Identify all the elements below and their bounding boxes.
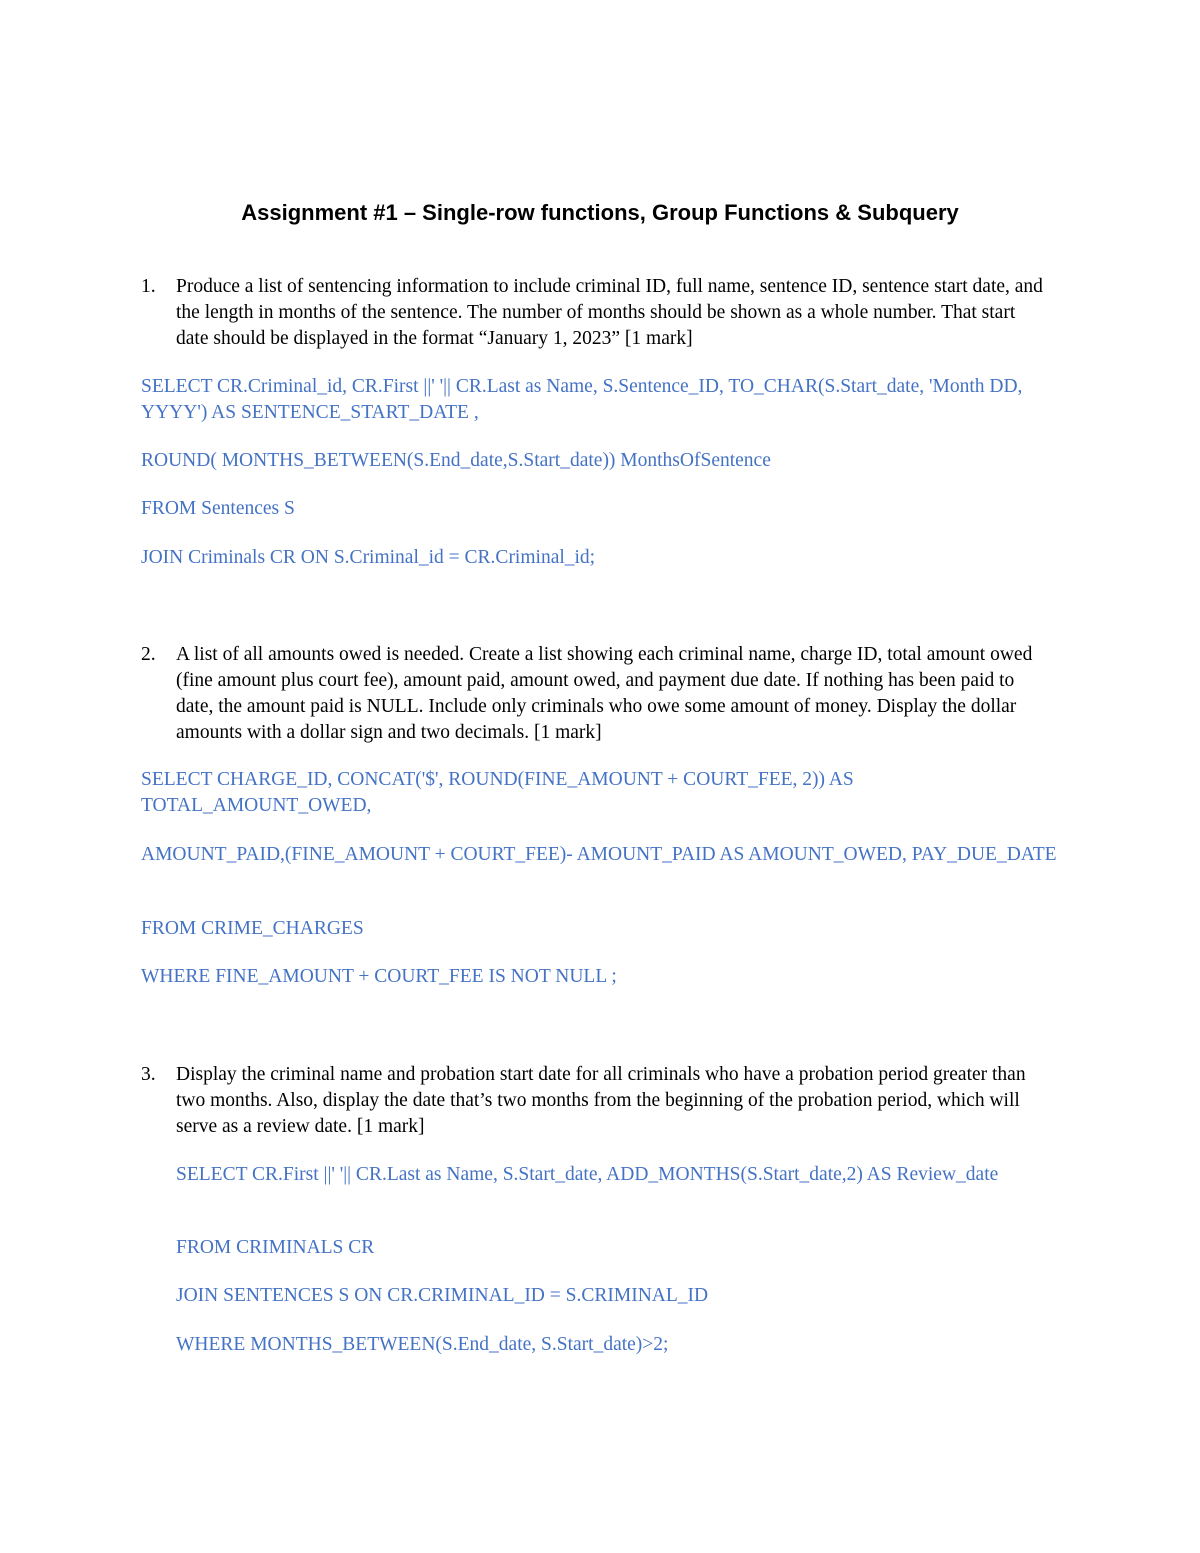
sql-line: SELECT CR.First ||' '|| CR.Last as Name, S.Start_date, ADD_MONTHS(S.Start_date,2) AS Review_date [176,1164,999,1185]
question-number: 2. [141,644,156,665]
question-text: A list of all amounts owed is needed. Create a list showing each criminal name, charge ID, total amount owed (fine amount plus court fee), amount paid, amount owed, and payment due date. If nothing has been paid to date, the amount paid is NULL. Include only criminals who owe some amount of money. Display the dollar amounts with a dollar sign and two decimals. [1 mark] [176,644,1033,743]
sql-line: SELECT CR.Criminal_id, CR.First ||' '|| CR.Last as Name, S.Sentence_ID, TO_CHAR(S.Start_date, 'Month DD, YYYY') AS SENTENCE_START_DATE , [141,376,1023,423]
sql-line: FROM CRIME_CHARGES [141,918,364,939]
question-3 [141,1062,1051,1140]
question-text: Display the criminal name and probation start date for all criminals who have a probation period greater than two months. Also, display the date that’s two months from the beginning of the probation period, which will serve as a review date. [1 mark] [176,1064,1026,1137]
question-2 [141,642,1051,746]
sql-line: JOIN SENTENCES S ON CR.CRIMINAL_ID = S.CRIMINAL_ID [176,1285,709,1306]
sql-line: ROUND( MONTHS_BETWEEN(S.End_date,S.Start_date)) MonthsOfSentence [141,450,771,471]
sql-line: JOIN Criminals CR ON S.Criminal_id = CR.Criminal_id; [141,547,596,568]
sql-line: FROM Sentences S [141,498,295,519]
sql-line: AMOUNT_PAID,(FINE_AMOUNT + COURT_FEE)- AMOUNT_PAID AS AMOUNT_OWED, PAY_DUE_DATE [141,844,1057,865]
question-1 [141,274,1051,352]
question-text: Produce a list of sentencing information to include criminal ID, full name, sentence ID, sentence start date, and the length in months of the sentence. The number of months should be shown as a whole number. That start date should be displayed in the format “January 1, 2023” [1 mark] [176,276,1043,349]
sql-line: WHERE FINE_AMOUNT + COURT_FEE IS NOT NULL ; [141,966,617,987]
sql-line: SELECT CHARGE_ID, CONCAT('$', ROUND(FINE_AMOUNT + COURT_FEE, 2)) AS TOTAL_AMOUNT_OWED, [141,769,854,816]
sql-line: FROM CRIMINALS CR [176,1237,375,1258]
page-title: Assignment #1 – Single-row functions, Group Functions & Subquery [241,200,959,225]
sql-line: WHERE MONTHS_BETWEEN(S.End_date, S.Start_date)>2; [176,1334,669,1355]
question-number: 1. [141,276,156,297]
question-number: 3. [141,1064,156,1085]
